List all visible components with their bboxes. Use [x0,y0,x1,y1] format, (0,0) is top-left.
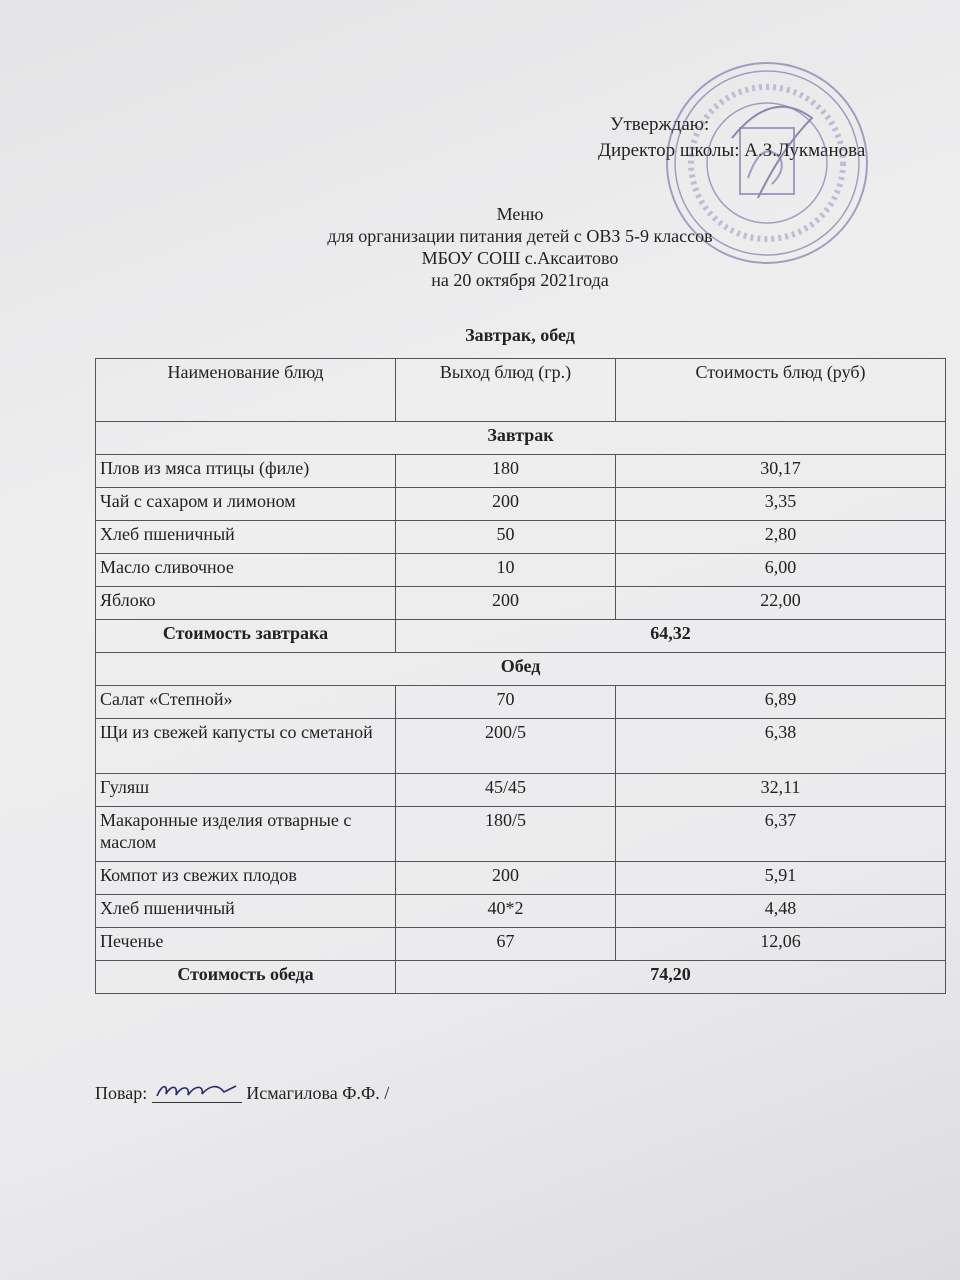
dish-name: Яблоко [96,587,396,620]
dish-name: Салат «Степной» [96,686,396,719]
dish-weight: 180/5 [396,807,616,862]
table-row [96,488,946,521]
dish-name: Гуляш [96,774,396,807]
title-line-4: на 20 октября 2021года [431,270,609,290]
total-label: Стоимость завтрака [96,620,396,653]
dish-weight: 50 [396,521,616,554]
total-value: 74,20 [396,961,946,994]
dish-price: 4,48 [616,895,946,928]
dish-price: 12,06 [616,928,946,961]
dish-price: 32,11 [616,774,946,807]
section-label: Обед [96,653,946,686]
document-title [0,203,960,291]
menu-table [95,358,946,994]
section-label: Завтрак [96,422,946,455]
title-line-2: для организации питания детей с ОВЗ 5-9 классов [327,226,713,246]
dish-name: Масло сливочное [96,554,396,587]
total-value: 64,32 [396,620,946,653]
dish-weight: 10 [396,554,616,587]
section-row-lunch [96,653,946,686]
table-row [96,521,946,554]
dish-weight: 70 [396,686,616,719]
signature-scribble [152,1080,242,1103]
dish-name: Чай с сахаром и лимоном [96,488,396,521]
dish-name: Печенье [96,928,396,961]
header-price: Стоимость блюд (руб) [616,359,946,422]
dish-price: 2,80 [616,521,946,554]
meal-subtitle: Завтрак, обед [465,325,575,345]
dish-name: Компот из свежих плодов [96,862,396,895]
dish-price: 5,91 [616,862,946,895]
title-line-3: МБОУ СОШ с.Аксаитово [421,248,619,268]
title-line-1: Меню [496,204,544,224]
total-row-lunch [96,961,946,994]
approval-line-2: Директор школы: А.З.Лукманова [598,140,866,161]
dish-price: 3,35 [616,488,946,521]
table-header [96,359,946,422]
dish-price: 30,17 [616,455,946,488]
table-row [96,587,946,620]
table-row [96,719,946,774]
dish-weight: 200 [396,862,616,895]
approval-line-1: Утверждаю: [610,114,710,135]
table-row [96,928,946,961]
table-row [96,807,946,862]
dish-price: 6,38 [616,719,946,774]
dish-weight: 67 [396,928,616,961]
dish-weight: 40*2 [396,895,616,928]
section-row-breakfast [96,422,946,455]
dish-name: Хлеб пшеничный [96,521,396,554]
dish-weight: 200 [396,488,616,521]
dish-weight: 200/5 [396,719,616,774]
total-row-breakfast [96,620,946,653]
table-row [96,554,946,587]
header-weight: Выход блюд (гр.) [396,359,616,422]
cook-signature-line [95,1080,389,1104]
header-dish-name: Наименование блюд [96,359,396,422]
dish-price: 6,37 [616,807,946,862]
dish-weight: 180 [396,455,616,488]
table-row [96,774,946,807]
dish-price: 6,89 [616,686,946,719]
dish-weight: 45/45 [396,774,616,807]
dish-price: 6,00 [616,554,946,587]
cook-label: Повар: [95,1083,148,1103]
dish-name: Хлеб пшеничный [96,895,396,928]
table-row [96,895,946,928]
dish-name: Макаронные изделия отварные с маслом [96,807,396,862]
table-row [96,455,946,488]
table-row [96,862,946,895]
table-row [96,686,946,719]
dish-name: Плов из мяса птицы (филе) [96,455,396,488]
dish-price: 22,00 [616,587,946,620]
dish-name: Щи из свежей капусты со сметаной [96,719,396,774]
dish-weight: 200 [396,587,616,620]
cook-name: Исмагилова Ф.Ф. / [246,1083,390,1103]
total-label: Стоимость обеда [96,961,396,994]
